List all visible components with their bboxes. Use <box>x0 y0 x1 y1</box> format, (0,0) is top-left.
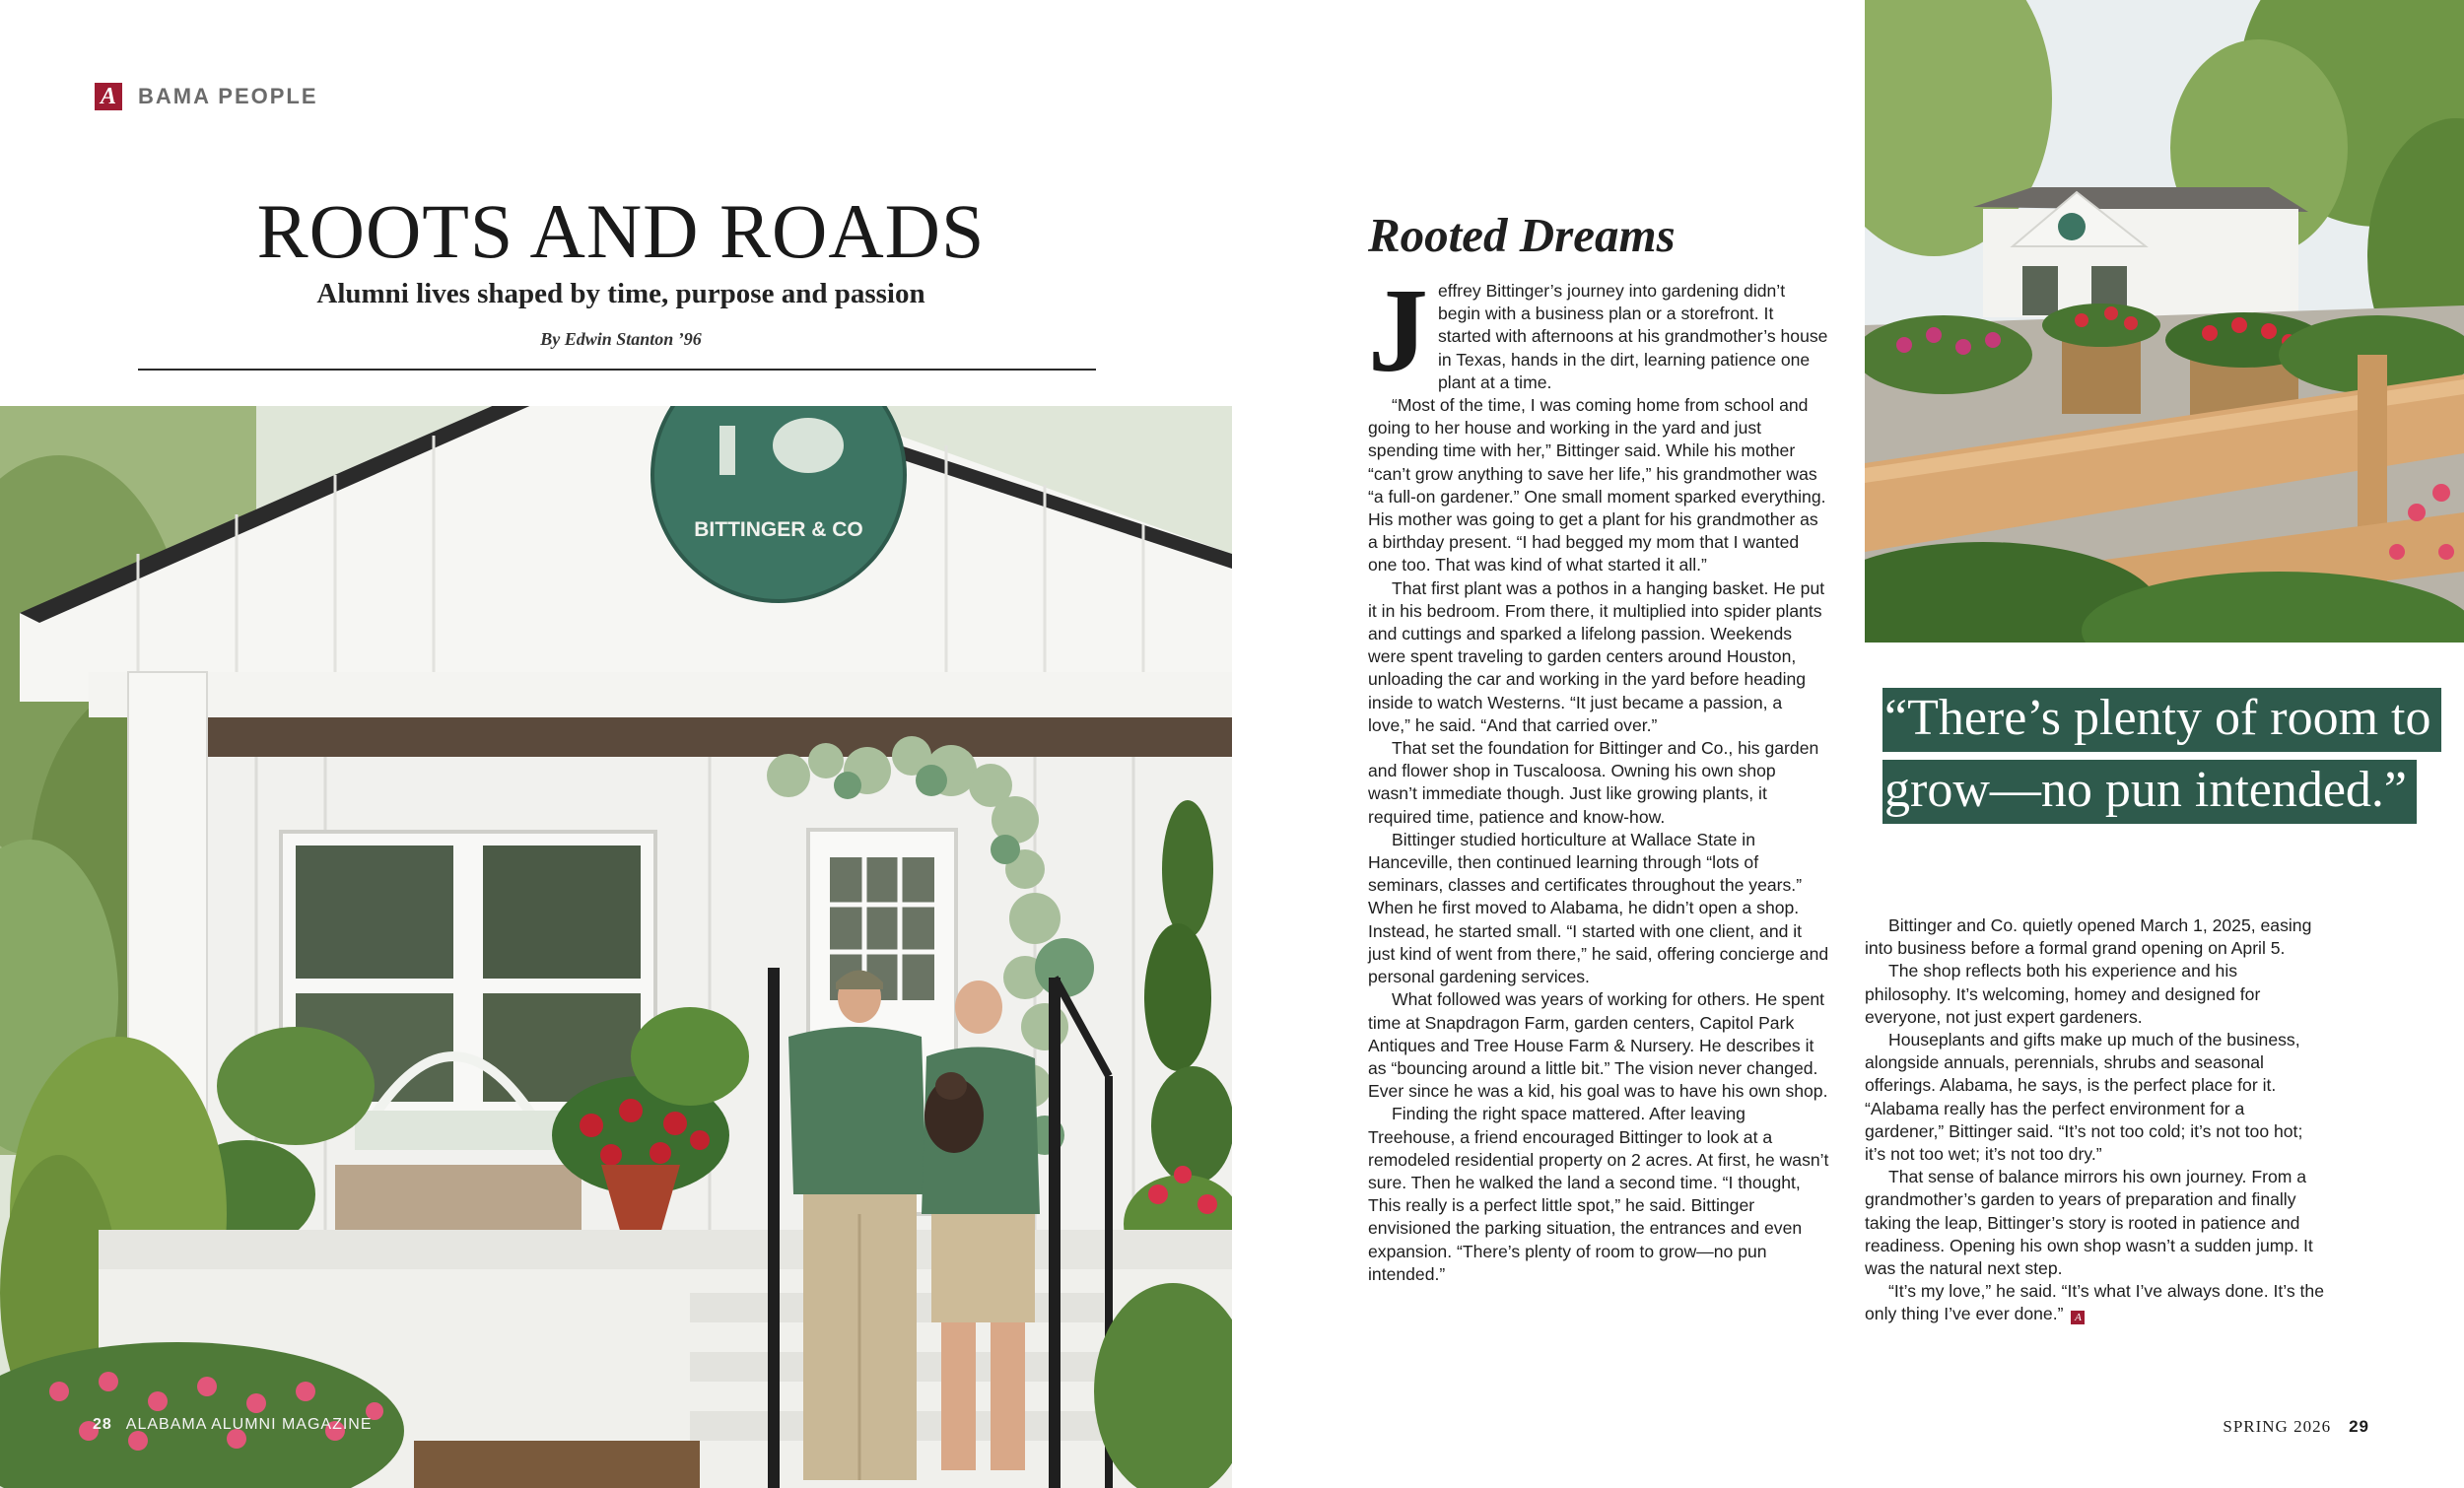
folio-right <box>2223 1417 2369 1437</box>
article-paragraph: Houseplants and gifts make up much of the business, alongside annuals, perennials, shrubs and seasonal offerings. Alabama, he says, is the perfect place for it. “Alabama really has the perfect environment for a gardener,” Bittinger said. “It’s not too cold; it’s not too hot; it’s not too wet; it’s not too dry.” <box>1865 1030 2303 1165</box>
article-heading: Rooted Dreams <box>1368 208 1676 262</box>
page-number-left: 28 <box>93 1416 112 1433</box>
article-paragraph: That set the foundation for Bittinger and Co., his garden and flower shop in Tuscaloosa. Owning his own shop wasn’t immediate though. Just like growing plants, it required time, patience and know-how. <box>1368 738 1819 827</box>
article-paragraph: That sense of balance mirrors his own journey. From a grandmother’s garden to years of preparation and finally taking the leap, Bittinger’s story is rooted in patience and readiness. Opening his own shop wasn’t a sudden jump. It was the natural next step. <box>1865 1167 2313 1279</box>
pull-quote-text: “There’s plenty of room to grow—no pun intended.” <box>1882 688 2441 824</box>
storefront-photo <box>0 406 1232 1488</box>
article-paragraph <box>1368 264 1829 397</box>
page-subtitle: Alumni lives shaped by time, purpose and passion <box>316 278 925 309</box>
pull-quote <box>1882 682 2434 826</box>
article-paragraph: What followed was years of working for others. He spent time at Snapdragon Farm, garden centers, Capitol Park Antiques and Tree House Farm & Nursery. He describes it as “bouncing around a little bit.” The vision never changed. Ever since he was a kid, his goal was to have his own shop. <box>1368 989 1828 1102</box>
article-column-right <box>1865 914 2328 1326</box>
section-label: BAMA PEOPLE <box>138 84 318 108</box>
shop-sign-text: BITTINGER & CO <box>694 518 863 541</box>
article-paragraph: Finding the right space mattered. After leaving Treehouse, a friend encouraged Bittinger to look at a remodeled residential property on 2 acres. At first, he wasn’t sure. Then he walked the land a second time. “I thought, This really is a perfect little spot,” he said. Bittinger envisioned the parking situation, the entrances and even expansion. “There’s plenty of room to grow—no pun intended.” <box>1368 1104 1829 1284</box>
byline: By Edwin Stanton ’96 <box>540 329 702 349</box>
first-paragraph-text: effrey Bittinger’s journey into gardening didn’t begin with a business plan or a storefront. It started with afternoons at his grandmother’s house in Texas, hands in the dirt, learning patience one plant at a time. <box>1438 281 1828 392</box>
end-mark-icon: A <box>2071 1311 2085 1324</box>
alabama-logo-icon: A <box>95 83 122 110</box>
page-number-right: 29 <box>2349 1417 2369 1436</box>
article-paragraph-last <box>1865 1280 2328 1325</box>
last-paragraph-text: “It’s my love,” he said. “It’s what I’ve always done. It’s the only thing I’ve ever done.” <box>1865 1281 2324 1324</box>
section-tag <box>95 83 318 110</box>
article-paragraph: Bittinger studied horticulture at Wallace State in Hanceville, then continued learning through “lots of seminars, classes and certificates throughout the years.” When he first moved to Alabama, he didn’t open a shop. Instead, he started small. “I started with one client, and it just kind of went from there,” he said, offering concierge and personal gardening services. <box>1368 829 1829 987</box>
article-paragraph: That first plant was a pothos in a hanging basket. He put it in his bedroom. From there, it multiplied into spider plants and cuttings and sparked a lifelong passion. Weekends were spent traveling to garden centers around Houston, unloading the car and working in the yard before heading inside to watch Westerns. “It just became a passion, a love,” he said. “And that carried over.” <box>1368 577 1825 735</box>
publication-name: ALABAMA ALUMNI MAGAZINE <box>125 1416 373 1433</box>
article-paragraph: Bittinger and Co. quietly opened March 1, 2025, easing into business before a formal grand opening on April 5. <box>1865 915 2312 959</box>
folio-left <box>93 1416 373 1434</box>
page-title: ROOTS AND ROADS <box>256 188 986 274</box>
article-column <box>1368 264 1829 1286</box>
issue-label: SPRING 2026 <box>2223 1417 2332 1436</box>
garden-center-photo <box>1865 0 2464 643</box>
article-paragraph: “Most of the time, I was coming home from school and going to her house and working in the yard and just spending time with her,” Bittinger said. While his mother “can’t grow anything to save her life,” his grandmother was “a full-on gardener.” One small moment sparked everything. His mother was going to get a plant for his grandmother as a birthday present. “I had begged my mom that I wanted one too. That was kind of what started it all.” <box>1368 395 1826 575</box>
article-paragraph: The shop reflects both his experience and his philosophy. It’s welcoming, homey and designed for everyone, not just expert gardeners. <box>1865 961 2261 1027</box>
header-divider <box>138 369 1096 371</box>
drop-cap: J <box>1368 264 1428 397</box>
